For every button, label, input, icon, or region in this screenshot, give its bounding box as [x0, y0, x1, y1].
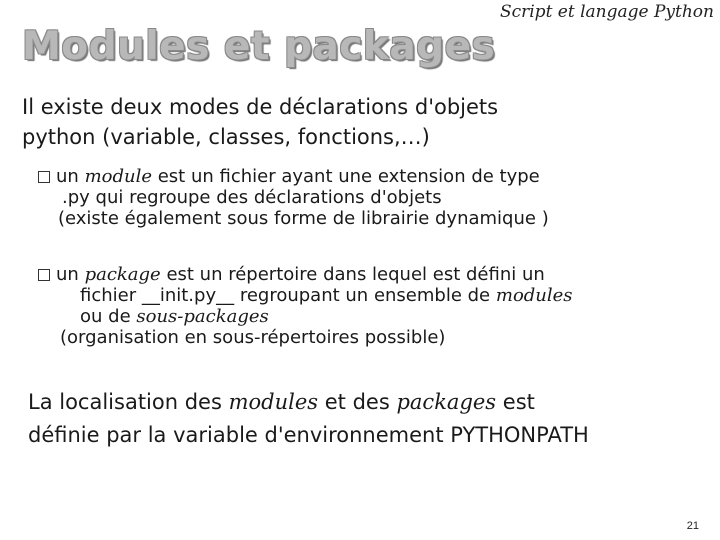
footer-modules-term: modules — [228, 390, 319, 414]
package-item — [56, 264, 573, 348]
slide-title: Modules et packages — [22, 24, 496, 69]
footer-part-1: La localisation des — [28, 390, 222, 414]
package-line-1-rest: est un répertoire dans lequel est défini un — [166, 264, 545, 285]
intro-line-2: python (variable, classes, fonctions,…) — [22, 125, 430, 149]
module-term: module — [84, 166, 152, 187]
intro-paragraph — [22, 92, 498, 152]
module-line-2: .py qui regroupe des déclarations d'objets — [62, 187, 442, 208]
footer-part-3: est — [502, 390, 535, 414]
header-note: Script et langage Python — [499, 2, 714, 22]
module-line-1-rest: est un fichier ayant une extension de type — [157, 166, 540, 187]
intro-line-1: Il existe deux modes de déclarations d'objets — [22, 95, 499, 119]
package-subpackages-term: sous-packages — [136, 306, 269, 327]
module-line-3: (existe également sous forme de librairie dynamique ) — [58, 208, 549, 229]
footer-part-2: et des — [324, 390, 390, 414]
square-bullet-icon — [38, 269, 50, 281]
footer-paragraph — [28, 386, 589, 452]
footer-line-2: définie par la variable d'environnement PYTHONPATH — [28, 423, 589, 447]
package-line-2: fichier __init.py__ regroupant un ensemble de — [80, 285, 491, 306]
package-line-3: ou de — [80, 306, 131, 327]
page-number: 21 — [686, 520, 699, 532]
package-line-4: (organisation en sous-répertoires possible) — [60, 327, 446, 348]
square-bullet-icon — [38, 171, 50, 183]
package-term: package — [84, 264, 161, 285]
package-item-prefix: un — [56, 264, 79, 285]
module-item — [56, 166, 549, 229]
package-modules-term: modules — [495, 285, 573, 306]
footer-packages-term: packages — [396, 390, 497, 414]
module-item-prefix: un — [56, 166, 79, 187]
